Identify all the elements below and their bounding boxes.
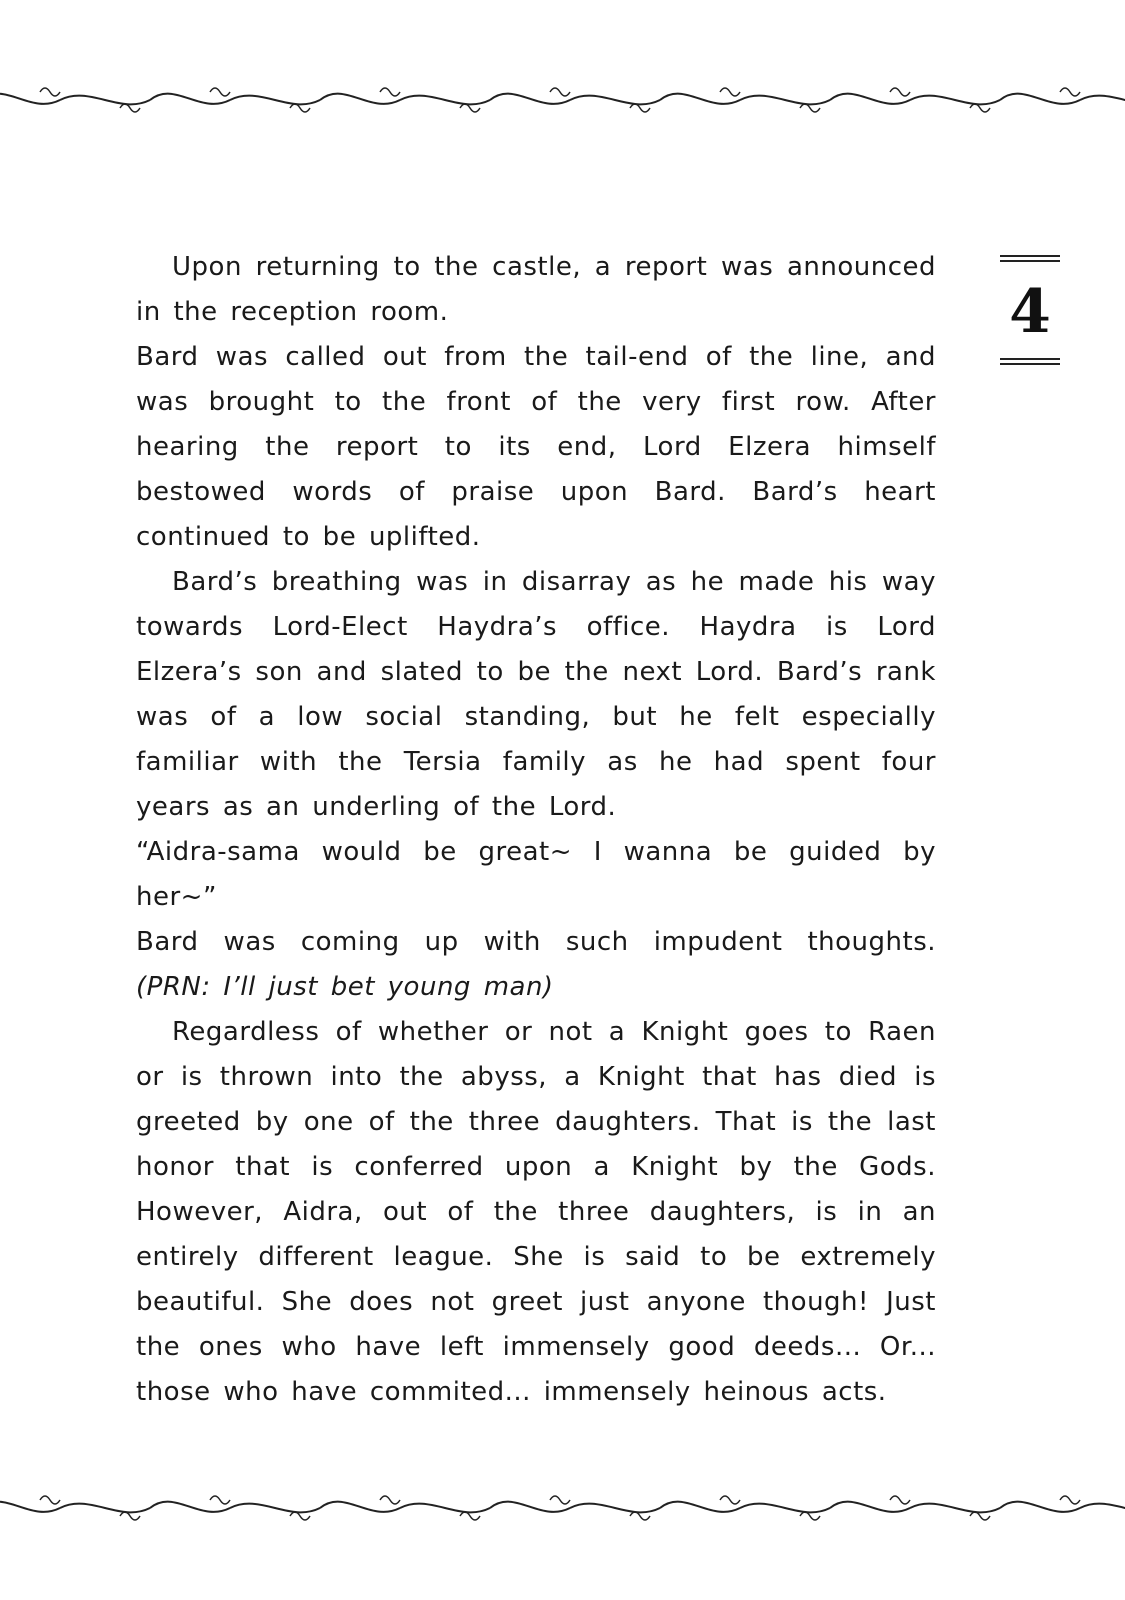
paragraph-text: Bard was coming up with such impudent thoughts. xyxy=(136,927,936,957)
scroll-curve xyxy=(230,1504,320,1513)
flourish xyxy=(890,1496,990,1520)
translator-note: (PRN: I’ll just bet young man) xyxy=(136,972,554,1002)
scroll-curve xyxy=(400,96,490,105)
paragraph: Bard’s breathing was in disarray as he made his way towards Lord-Elect Haydra’s office. Haydra is Lord Elzera’s son and slated to be the next Lord. Bard’s rank was of a low social standing, but he felt especially familiar with the Tersia family as he had spent four years as an underling of the Lord. xyxy=(136,567,936,822)
scroll-curve xyxy=(1080,96,1125,105)
scroll-curve xyxy=(660,1502,740,1512)
flourish xyxy=(1060,1496,1125,1520)
scroll-curve xyxy=(150,1502,230,1512)
scroll-curve xyxy=(0,94,60,104)
flourish xyxy=(720,88,820,112)
scroll-curve xyxy=(660,94,740,104)
scroll-curve xyxy=(400,1504,490,1513)
scroll-curve xyxy=(0,1502,60,1512)
chapter-marker xyxy=(1000,255,1060,365)
flourish xyxy=(890,88,990,112)
chapter-number: 4 xyxy=(1009,277,1051,347)
paragraph: Regardless of whether or not a Knight goes to Raen or is thrown into the abyss, a Knight that has died is greeted by one of the three daughters. That is the last honor that is conferred upon a Knight by the Gods. However, Aidra, out of the three daughters, is in an entirely different league. She is said to be extremely beautiful. She does not greet just anyone though! Just the ones who have left immensely good deeds... Or... those who have commited... immensely heinous acts. xyxy=(136,1017,936,1407)
chapter-rule-top xyxy=(1000,255,1060,262)
flourish xyxy=(380,88,480,112)
scroll-curve xyxy=(490,94,570,104)
flourish xyxy=(550,88,650,112)
scroll-curve xyxy=(320,1502,400,1512)
body-text xyxy=(136,245,936,1415)
scroll-curve xyxy=(910,96,1000,105)
flourish xyxy=(210,88,310,112)
flourish xyxy=(720,1496,820,1520)
scroll-curve xyxy=(490,1502,570,1512)
flourish xyxy=(550,1496,650,1520)
paragraph xyxy=(136,920,936,1010)
chapter-rule-bottom xyxy=(1000,358,1060,365)
paragraph: “Aidra-sama would be great~ I wanna be guided by her~” xyxy=(136,837,936,912)
scroll-curve xyxy=(830,94,910,104)
scroll-curve xyxy=(570,1504,660,1513)
flourish xyxy=(380,1496,480,1520)
scroll-curve xyxy=(1000,1502,1080,1512)
top-ornamental-border xyxy=(0,70,1125,130)
scroll-curve xyxy=(740,96,830,105)
paragraph: Upon returning to the castle, a report was announced in the reception room. xyxy=(136,252,936,327)
scroll-curve xyxy=(1000,94,1080,104)
scroll-curve xyxy=(830,1502,910,1512)
flourish xyxy=(1060,88,1125,112)
scroll-curve xyxy=(320,94,400,104)
bottom-ornamental-border xyxy=(0,1478,1125,1538)
flourish xyxy=(40,88,140,112)
scroll-curve xyxy=(150,94,230,104)
scroll-curve xyxy=(60,1504,150,1513)
paragraph: Bard was called out from the tail-end of the line, and was brought to the front of the very first row. After hearing the report to its end, Lord Elzera himself bestowed words of praise upon Bard. Bard’s heart continued to be uplifted. xyxy=(136,342,936,552)
flourish xyxy=(210,1496,310,1520)
scroll-curve xyxy=(740,1504,830,1513)
scroll-curve xyxy=(230,96,320,105)
scroll-curve xyxy=(910,1504,1000,1513)
flourish xyxy=(40,1496,140,1520)
scroll-curve xyxy=(1080,1504,1125,1513)
scroll-curve xyxy=(60,96,150,105)
scroll-curve xyxy=(570,96,660,105)
